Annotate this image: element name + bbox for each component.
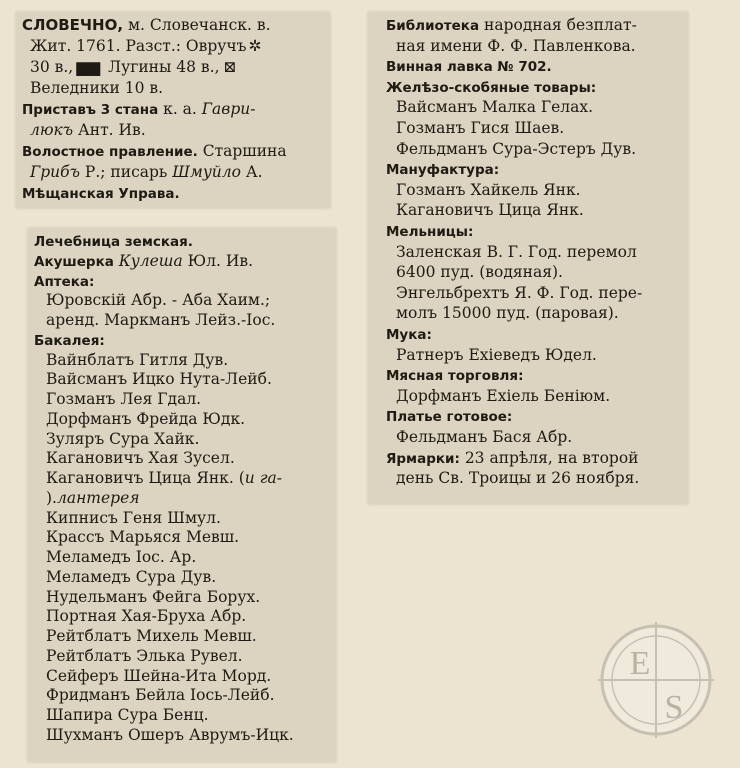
- entry-line: Мука:: [386, 327, 432, 343]
- entry-line: Кагановичъ Хая Зусел.: [46, 449, 235, 468]
- entry-line: день Св. Троицы и 26 ноября.: [396, 469, 640, 488]
- entry-line: Мельницы:: [386, 224, 474, 240]
- entry-line: Портная Хая-Бруха Абр.: [46, 607, 247, 626]
- entry-line: Аптека:: [34, 273, 95, 290]
- entry-line: Мануфактура:: [386, 162, 500, 179]
- entry-line: Шухманъ Ошеръ Аврумъ-Ицк.: [46, 725, 294, 744]
- entry-line: Крассъ Марьяся Мевш.: [46, 528, 240, 547]
- entry-line: СЛОВЕЧНО, м. Словечанск. в.: [22, 16, 271, 34]
- entry-line: Платье готовое:: [386, 409, 513, 426]
- entry-line: 6400 пуд. (водяная).: [396, 263, 563, 282]
- entry-line: Заленская В. Г. Год. перемол: [396, 242, 637, 261]
- mail-icon: ⊠: [223, 58, 237, 76]
- entry-line: Юровскій Абр. - Аба Хаим.;: [46, 291, 271, 310]
- entry-line: Волостное правление. Старшина: [22, 142, 287, 160]
- entry-line: Грибъ Р.; писарь Шмуйло А.: [30, 163, 263, 181]
- entry-line: Фельдманъ Бася Абр.: [396, 428, 573, 446]
- entry-line: аренд. Маркманъ Лейз.-Іос.: [46, 311, 276, 329]
- seal-letter-e: E: [629, 645, 651, 682]
- entry-line: Дорфманъ Ехіель Беніюм.: [396, 386, 611, 405]
- entry-line: Веледники 10 в.: [30, 79, 164, 97]
- entry-line: Акушерка Кулеша Юл. Ив.: [34, 251, 254, 270]
- entry-line: Кипнисъ Геня Шмул.: [46, 508, 221, 527]
- entry-line: Шапира Сура Бенц.: [46, 706, 209, 724]
- entry-line: Жит. 1761. Разст.: Овручъ ✲: [30, 37, 262, 55]
- entry-line: Меламедъ Іос. Ар.: [46, 548, 197, 566]
- entry-line: Меламедъ Сура Дув.: [46, 567, 217, 586]
- entry-line: Мѣщанская Управа.: [22, 186, 180, 202]
- entry-line: ная имени Ф. Ф. Павленкова.: [396, 36, 636, 55]
- entry-line: Рейтблатъ Михель Мевш.: [46, 627, 257, 645]
- entry-line: люкъ Ант. Ив.: [30, 121, 146, 139]
- entry-line: Зуляръ Сура Хайк.: [46, 429, 200, 448]
- post-office-icon: ✲: [248, 37, 262, 55]
- entry-line: Вайнблатъ Гитля Дув.: [46, 350, 229, 369]
- entry-line: Бакалея:: [34, 332, 105, 349]
- entry-line: Гозманъ Лея Гдал.: [46, 390, 202, 408]
- entry-line: Дорфманъ Фрейда Юдк.: [46, 409, 246, 428]
- entry-line: Нудельманъ Фейга Борух.: [46, 587, 261, 606]
- entry-line: Кагановичъ Цица Янк.: [396, 201, 584, 220]
- entry-line: ).лантерея: [46, 488, 140, 507]
- entry-line: Библиотека народная безплат-: [386, 16, 637, 34]
- entry-line: Сейферъ Шейна-Ита Морд.: [46, 666, 272, 685]
- entry-line: Приставъ 3 стана к. а. Гаври-: [22, 100, 256, 118]
- entry-line: Вайсманъ Ицко Нута-Лейб.: [46, 370, 272, 389]
- entry-line: 30 в., ▆▆ Лугины 48 в., ⊠: [30, 58, 237, 76]
- entry-line: Фридманъ Бейла Іось-Лейб.: [46, 686, 275, 705]
- entry-line: Энгельбрехтъ Я. Ф. Год. пере-: [396, 283, 643, 302]
- entry-line: Ярмарки: 23 апрѣля, на второй: [386, 448, 639, 467]
- entry-line: Лечебница земская.: [34, 234, 193, 250]
- seal-letter-s: S: [664, 689, 684, 726]
- railway-icon: ▆▆: [76, 58, 101, 76]
- entry-line: Винная лавка № 702.: [386, 59, 552, 76]
- entry-line: молъ 15000 пуд. (паровая).: [396, 304, 619, 323]
- entry-line: Мясная торговля:: [386, 368, 524, 385]
- entry-line: Кагановичъ Цица Янк. (и га-: [46, 469, 283, 487]
- entry-line: Вайсманъ Малка Гелах.: [396, 98, 594, 117]
- entry-line: Гозманъ Гися Шаев.: [396, 119, 565, 137]
- entry-line: Ратнеръ Ехіеведъ Юдел.: [396, 345, 597, 364]
- watermark-seal-icon: [598, 622, 714, 738]
- entry-line: Желѣзо-скобяные товары:: [386, 79, 597, 96]
- entry-line: Фельдманъ Сура-Эстеръ Дув.: [396, 139, 637, 158]
- town-name: СЛОВЕЧНО,: [22, 16, 124, 34]
- entry-line: Гозманъ Хайкель Янк.: [396, 180, 581, 199]
- entry-line: Рейтблатъ Элька Рувел.: [46, 646, 243, 665]
